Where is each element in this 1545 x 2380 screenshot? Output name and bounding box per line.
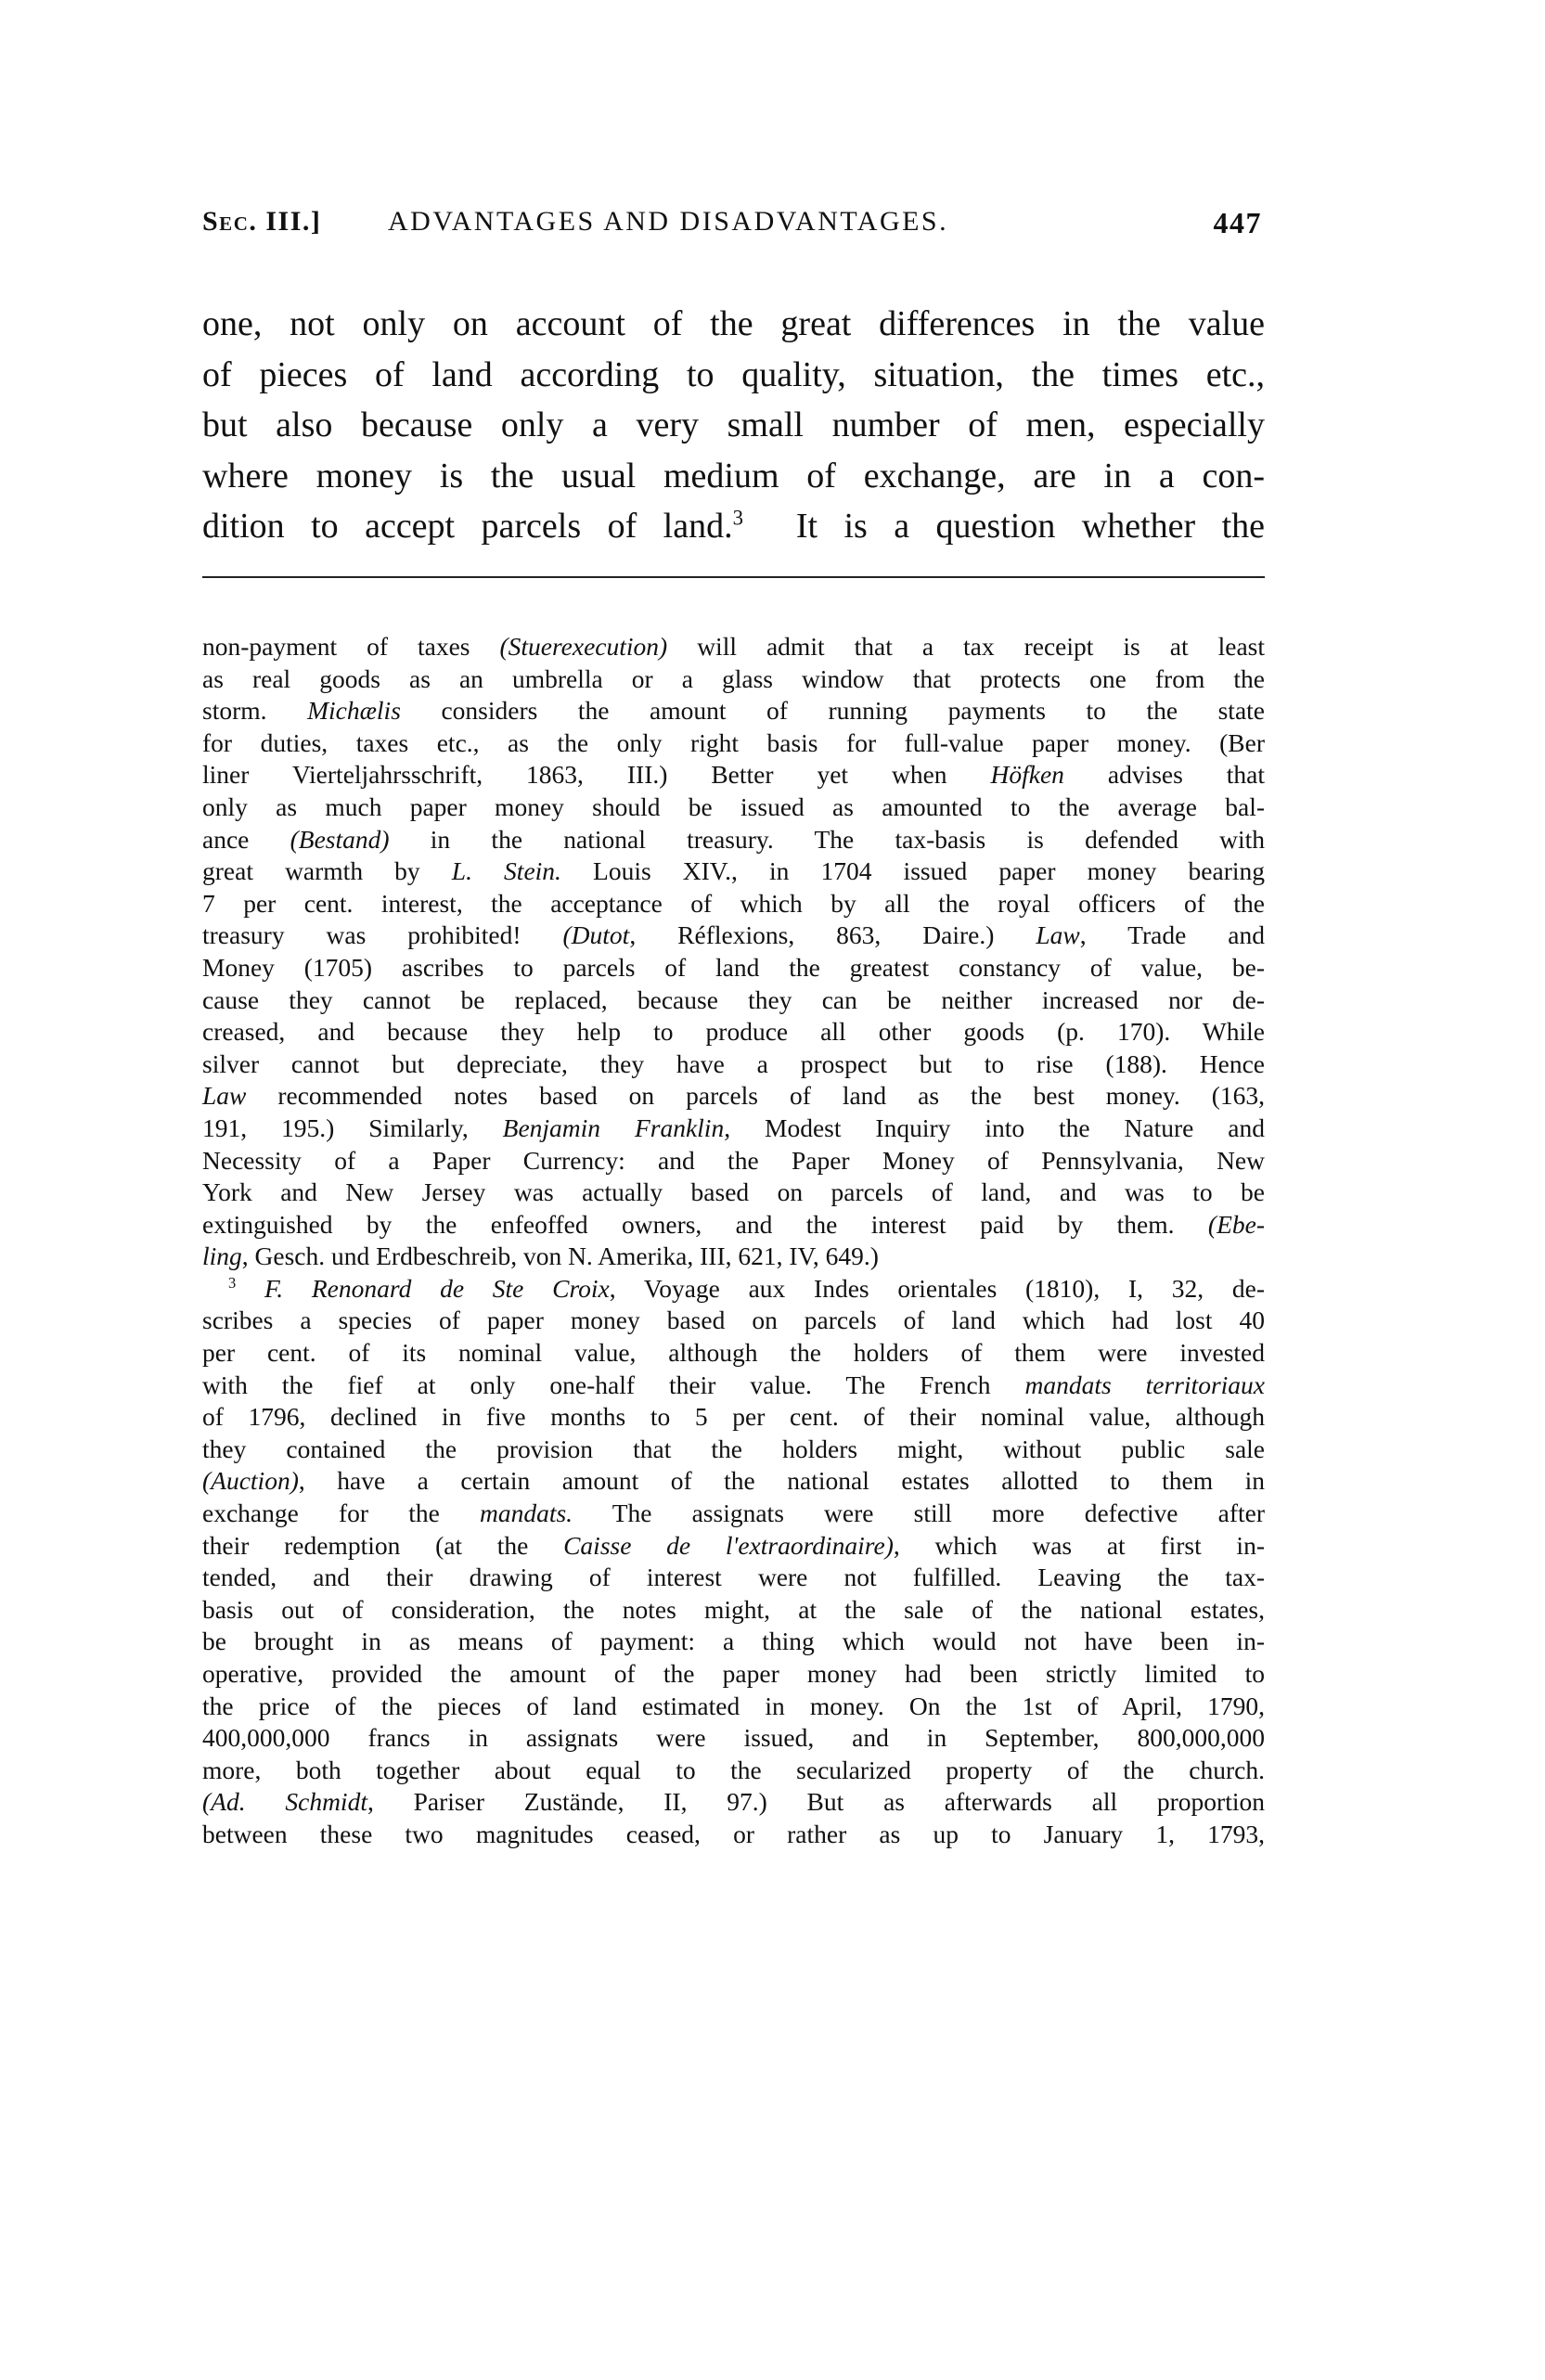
- footnote-line: [202, 1594, 1265, 1627]
- text-segment: with the fief at only one-half their value. The French: [202, 1370, 1025, 1399]
- text-segment: cause they cannot be replaced, because they can be neither increased nor de-: [202, 984, 1265, 1014]
- footnote-line: [202, 1113, 1265, 1145]
- footnote-line: [202, 856, 1265, 888]
- text-segment: only as much paper money should be issued as amounted to the average bal-: [202, 791, 1265, 821]
- body-line: [202, 501, 1265, 552]
- text-segment: 191, 195.) Similarly,: [202, 1113, 503, 1142]
- footnote-line: [202, 663, 1265, 696]
- chapter-title: ADVANTAGES AND DISADVANTAGES.: [388, 206, 949, 237]
- footnote-line: [202, 1465, 1265, 1498]
- body-line-part: dition to accept parcels of land.: [202, 507, 733, 546]
- footnote-line: [202, 631, 1265, 663]
- text-segment: York and New Jersey was actually based on parcels of land, and was to be: [202, 1177, 1265, 1207]
- footnote-line: [202, 1819, 1265, 1851]
- italic-text: Caisse de l'extraordinaire): [563, 1530, 894, 1560]
- footnote-line: [202, 1434, 1265, 1466]
- footnote-line: [202, 791, 1265, 824]
- footnote-line: [202, 759, 1265, 791]
- italic-text: (Auction): [202, 1466, 299, 1496]
- footnote-line: [202, 1080, 1265, 1113]
- italic-text: Law: [1036, 920, 1080, 950]
- text-segment: more, both together about equal to the secularized property of the church.: [202, 1755, 1265, 1784]
- text-segment: Necessity of a Paper Currency: and the Paper Money of Pennsylvania, New: [202, 1145, 1265, 1175]
- body-line: one, not only on account of the great differences in the value: [202, 304, 1265, 343]
- text-segment: their redemption (at the: [202, 1530, 564, 1560]
- italic-text: Höfken: [990, 760, 1064, 790]
- footnote-divider: [202, 576, 1265, 578]
- footnote-reference[interactable]: 3: [732, 506, 743, 530]
- footnote-line: [202, 1209, 1265, 1241]
- text-segment: non-payment of taxes: [202, 632, 500, 661]
- footnote-line: [202, 920, 1265, 952]
- text-segment: as real goods as an umbrella or a glass window that protects one from the: [202, 663, 1265, 693]
- text-segment: , Pariser Zustände, II, 97.) But as afterwards all proportion: [367, 1787, 1265, 1817]
- footnote-line: [202, 1337, 1265, 1370]
- text-segment: , Réflexions, 863, Daire.): [629, 920, 1036, 950]
- italic-text: Benjamin Franklin: [502, 1113, 725, 1142]
- text-segment: Money (1705) ascribes to parcels of land the greatest constancy of value, be-: [202, 952, 1265, 982]
- italic-text: (Ad. Schmidt: [202, 1787, 367, 1817]
- text-segment: , Modest Inquiry into the Nature and: [724, 1113, 1265, 1142]
- footnote-line: [202, 984, 1265, 1017]
- text-segment: , which was at first in-: [893, 1530, 1265, 1560]
- main-body-text: [202, 299, 1265, 552]
- text-segment: scribes a species of paper money based on parcels of land which had lost 40: [202, 1306, 1265, 1335]
- text-segment: 7 per cent. interest, the acceptance of which by all the royal officers of the: [202, 888, 1265, 918]
- text-segment: per cent. of its nominal value, although the holders of them were invested: [202, 1338, 1265, 1368]
- footnote-line: [202, 1401, 1265, 1434]
- italic-text: (Stuerexecution): [499, 632, 668, 661]
- footnote-line: [202, 1562, 1265, 1594]
- italic-text: Michælis: [307, 696, 401, 726]
- text-segment: creased, and because they help to produce all other goods (p. 170). While: [202, 1017, 1265, 1047]
- footnote-line: [202, 952, 1265, 984]
- italic-text: (Dutot: [562, 920, 630, 950]
- text-segment: they contained the provision that the holders might, without public sale: [202, 1434, 1265, 1463]
- footnote-line: [202, 1177, 1265, 1209]
- body-line: but also because only a very small number of men, especially: [202, 405, 1265, 444]
- text-segment: , Trade and: [1079, 920, 1265, 950]
- footnote-line: [202, 1530, 1265, 1563]
- section-label: Sec. III.]: [202, 206, 322, 237]
- italic-text: (Bestand): [290, 824, 390, 854]
- footnote-line: [202, 1658, 1265, 1691]
- text-segment: advises that: [1063, 760, 1265, 790]
- text-segment: The assignats were still more defective after: [573, 1499, 1265, 1528]
- italic-text: Law: [202, 1081, 247, 1111]
- text-segment: , Voyage aux Indes orientales (1810), I, 32, de-: [609, 1273, 1265, 1303]
- text-segment: exchange for the: [202, 1499, 480, 1528]
- text-segment: silver cannot but depreciate, they have a prospect but to rise (188). Hence: [202, 1048, 1265, 1078]
- footnote-line: [202, 1305, 1265, 1337]
- footnotes-section: [202, 631, 1265, 1851]
- text-segment: will admit that a tax receipt is at least: [667, 632, 1265, 661]
- text-segment: [236, 1274, 264, 1303]
- footnote-line: [202, 1626, 1265, 1658]
- text-segment: , have a certain amount of the national estates allotted to them in: [298, 1466, 1265, 1496]
- text-segment: of 1796, declined in five months to 5 per cent. of their nominal value, although: [202, 1402, 1265, 1432]
- text-segment: great warmth by: [202, 856, 452, 886]
- text-segment: in the national treasury. The tax-basis is defended with: [389, 824, 1266, 854]
- text-segment: between these two magnitudes ceased, or rather as up to January 1, 1793,: [202, 1819, 1265, 1848]
- text-segment: extinguished by the enfeoffed owners, and the interest paid by them.: [202, 1209, 1208, 1239]
- text-segment: the price of the pieces of land estimated in money. On the 1st of April, 1790,: [202, 1691, 1265, 1720]
- footnote-line: [202, 1016, 1265, 1048]
- italic-text: L. Stein.: [451, 856, 561, 886]
- text-segment: Louis XIV., in 1704 issued paper money bearing: [560, 856, 1265, 886]
- footnote-line: [202, 1691, 1265, 1723]
- text-segment: , Gesch. und Erdbeschreib, von N. Amerika, III, 621, IV, 649.): [241, 1241, 879, 1271]
- footnote-line: [202, 1722, 1265, 1755]
- italic-text: mandats.: [479, 1499, 573, 1528]
- footnote-line: [202, 1145, 1265, 1177]
- footnote-line: [202, 1370, 1265, 1402]
- text-segment: be brought in as means of payment: a thing which would not have been in-: [202, 1627, 1265, 1656]
- footnote-line: [202, 1786, 1265, 1819]
- footnote-line: [202, 888, 1265, 920]
- italic-text: mandats territoriaux: [1024, 1370, 1266, 1399]
- italic-text: (Ebe-: [1207, 1209, 1265, 1239]
- page-number: 447: [1213, 206, 1262, 239]
- text-segment: tended, and their drawing of interest were not fulfilled. Leaving the tax-: [202, 1563, 1265, 1592]
- footnote-line: [202, 695, 1265, 727]
- body-line: where money is the usual medium of exchange, are in a con-: [202, 456, 1265, 495]
- footnote-line: [202, 1498, 1265, 1530]
- text-segment: 400,000,000 francs in assignats were issued, and in September, 800,000,000: [202, 1723, 1265, 1753]
- text-segment: basis out of consideration, the notes might, at the sale of the national estates,: [202, 1594, 1265, 1624]
- text-segment: for duties, taxes etc., as the only right basis for full-value paper money. (Ber: [202, 727, 1265, 757]
- footnote-marker: 3: [228, 1273, 237, 1292]
- body-line: of pieces of land according to quality, situation, the times etc.,: [202, 354, 1265, 394]
- text-segment: considers the amount of running payments to the state: [400, 696, 1265, 726]
- footnote-line: [202, 1241, 1265, 1273]
- footnote-line: [202, 824, 1265, 856]
- italic-text: ling: [202, 1241, 242, 1271]
- text-segment: liner Vierteljahrsschrift, 1863, III.) Better yet when: [202, 760, 991, 790]
- footnote-line: [202, 1273, 1265, 1306]
- text-segment: ance: [202, 824, 290, 854]
- italic-text: F. Renonard de Ste Croix: [264, 1273, 610, 1303]
- footnote-line: [202, 727, 1265, 760]
- running-head: [202, 206, 1262, 252]
- text-segment: operative, provided the amount of the paper money had been strictly limited to: [202, 1659, 1265, 1688]
- text-segment: treasury was prohibited!: [202, 920, 563, 950]
- footnote-line: [202, 1755, 1265, 1787]
- body-line-part: It is a question whether the: [795, 507, 1265, 546]
- text-segment: recommended notes based on parcels of land as the best money. (163,: [246, 1081, 1265, 1111]
- footnote-line: [202, 1048, 1265, 1081]
- text-segment: storm.: [202, 696, 308, 726]
